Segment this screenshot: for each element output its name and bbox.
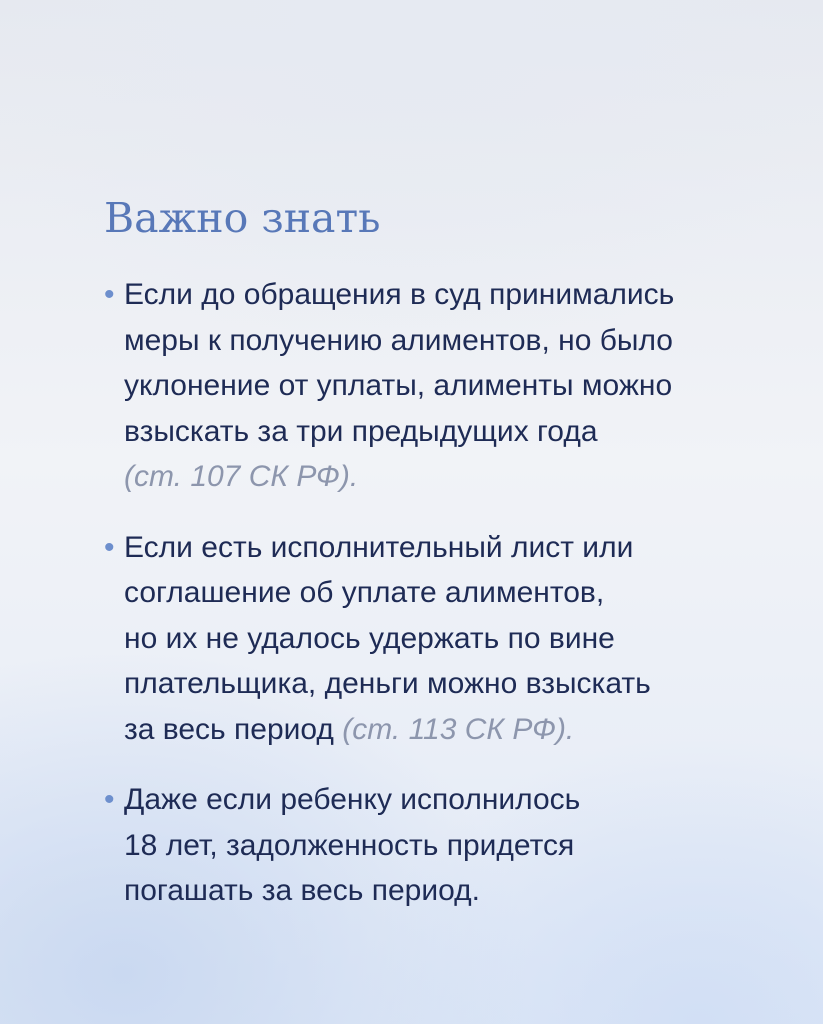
item-line: уклонение от уплаты, алименты можно <box>124 369 673 402</box>
item-line: Если до обращения в суд принимались <box>124 278 675 311</box>
law-reference: (ст. 113 СК РФ). <box>342 712 575 746</box>
item-line: меры к получению алиментов, но было <box>124 323 673 357</box>
item-line: плательщика, деньги можно взыскать <box>124 667 651 700</box>
item-line: Даже если ребенку исполнилось <box>124 783 581 816</box>
bullet-item <box>104 272 794 500</box>
item-line-with-ref <box>124 707 794 753</box>
item-line: погашать за весь период. <box>124 874 480 907</box>
bullet-list <box>104 272 794 914</box>
item-line: взыскать за три предыдущих года <box>124 414 598 448</box>
bullet-item <box>104 525 794 753</box>
heading: Важно знать <box>104 194 381 242</box>
item-line: 18 лет, задолженность придется <box>124 828 575 862</box>
bullet-item <box>104 777 794 914</box>
bullet-icon: • <box>104 530 115 564</box>
bullet-icon: • <box>104 783 115 816</box>
bullet-icon: • <box>104 278 115 311</box>
item-line: но их не удалось удержать по вине <box>124 621 615 655</box>
item-line: Если есть исполнительный лист или <box>124 530 634 564</box>
law-reference: (ст. 107 СК РФ). <box>124 460 359 493</box>
item-line: соглашение об уплате алиментов, <box>124 576 605 609</box>
item-line: за весь период <box>124 712 343 746</box>
